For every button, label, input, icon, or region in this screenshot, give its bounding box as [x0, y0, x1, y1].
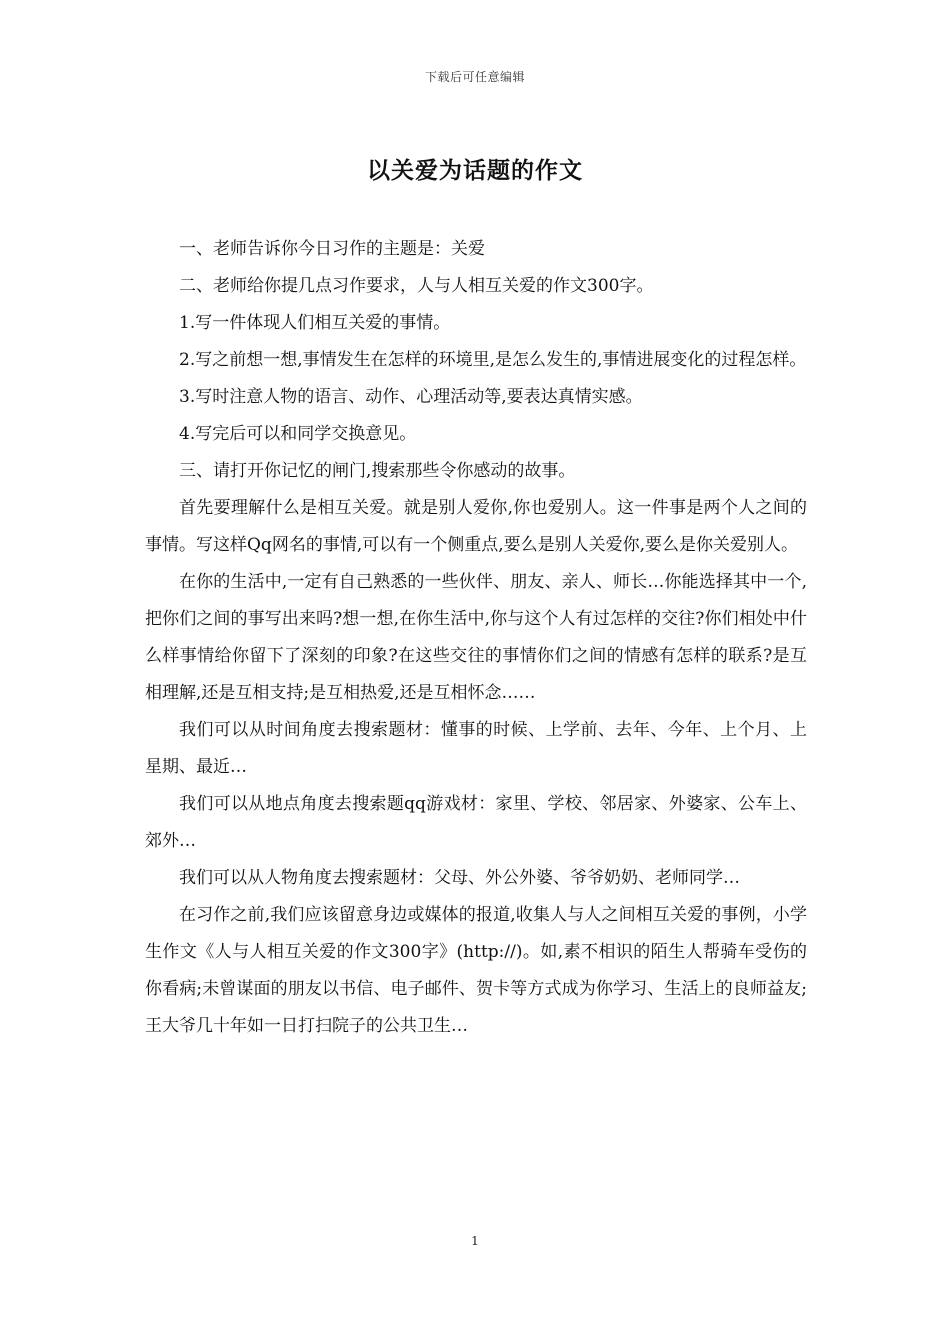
document-body [145, 231, 807, 1045]
paragraph: 首先要理解什么是相互关爱。就是别人爱你,你也爱别人。这一件事是两个人之间的事情。写这样Qq网名的事情,可以有一个侧重点,要么是别人关爱你,要么是你关爱别人。 [145, 498, 807, 555]
paragraph: 我们可以从时间角度去搜索题材：懂事的时候、上学前、去年、今年、上个月、上星期、最近… [145, 720, 807, 777]
paragraph: 一、老师告诉你今日习作的主题是：关爱 [179, 239, 485, 259]
paragraph: 我们可以从人物角度去搜索题材：父母、外公外婆、爷爷奶奶、老师同学… [179, 868, 740, 888]
paragraph: 三、请打开你记忆的闸门,搜索那些令你感动的故事。 [179, 461, 576, 481]
paragraph: 在你的生活中,一定有自己熟悉的一些伙伴、朋友、亲人、师长…你能选择其中一个,把你们之间的事写出来吗?想一想,在你生活中,你与这个人有过怎样的交往?你们相处中什么样事情给你留下了深刻的印象?在这些交往的事情你们之间的情感有怎样的联系?是互相理解,还是互相支持;是互相热爱,还是互相怀念…… [145, 572, 807, 703]
paragraph: 在习作之前,我们应该留意身边或媒体的报道,收集人与人之间相互关爱的事例，小学生作文《人与人相互关爱的作文300字》(http://)。如,素不相识的陌生人帮骑车受伤的你看病;未曾谋面的朋友以书信、电子邮件、贺卡等方式成为你学习、生活上的良师益友;王大爷几十年如一日打扫院子的公共卫生… [145, 905, 807, 1036]
document-title: 以关爱为话题的作文 [367, 157, 583, 184]
page-number: 1 [471, 1234, 479, 1248]
page-header: 下载后可任意编辑 [424, 70, 525, 84]
paragraph: 4.写完后可以和同学交换意见。 [179, 424, 417, 444]
paragraph: 3.写时注意人物的语言、动作、心理活动等,要表达真情实感。 [179, 387, 643, 407]
paragraph: 二、老师给你提几点习作要求，人与人相互关爱的作文300字。 [179, 276, 654, 296]
paragraph: 我们可以从地点角度去搜索题qq游戏材：家里、学校、邻居家、外婆家、公车上、郊外… [145, 794, 807, 851]
paragraph: 1.写一件体现人们相互关爱的事情。 [179, 313, 451, 333]
paragraph: 2.写之前想一想,事情发生在怎样的环境里,是怎么发生的,事情进展变化的过程怎样。 [179, 350, 807, 370]
